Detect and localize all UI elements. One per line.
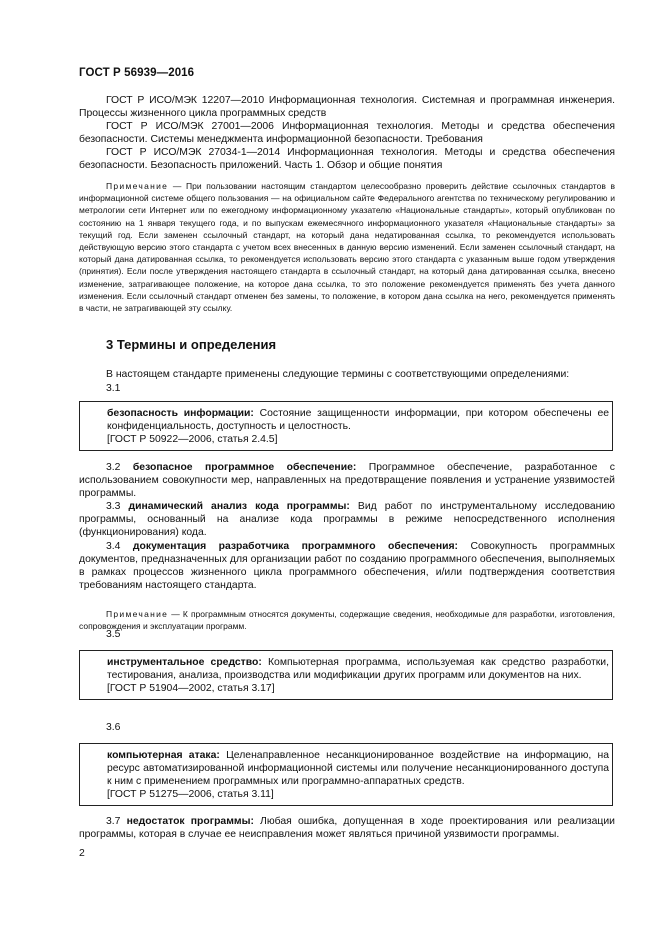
term-box-3-1 — [79, 401, 613, 451]
note-text: — К программным относятся документы, содержащие сведения, необходимые для разработки, изготовления, сопровождения и эксплуатации программ. — [79, 609, 615, 632]
term-source: [ГОСТ Р 51275—2006, статья 3.11] — [107, 789, 274, 801]
term-number: 3.5 — [106, 629, 121, 640]
term-definition: Программное обеспечение, разработанное с использованием совокупности мер, направленных на предотвращение появления и устранение уязвимостей программы. — [79, 462, 615, 500]
term-name: безопасное программное обеспечение: — [132, 462, 357, 473]
term-source: [ГОСТ Р 51904—2002, статья 3.17] — [107, 683, 275, 695]
term-number: 3.7 — [106, 816, 121, 827]
term-definition: Любая ошибка, допущенная в ходе проектирования или реализации программы, которая в случае ее неисправления может являться причиной уязвимости программы. — [79, 816, 615, 841]
reference-item: ГОСТ Р ИСО/МЭК 27034-1—2014 Информационная технология. Методы и средства обеспечения безопасности. Безопасность приложений. Часть 1. Обзор и общие понятия — [79, 147, 615, 172]
term-name: документация разработчика программного обеспечения: — [132, 541, 459, 552]
term-number: 3.6 — [106, 722, 121, 733]
term-name: динамический анализ кода программы: — [128, 501, 350, 512]
term-definition: Состояние защищенности информации, при котором обеспечены ее конфиденциальность, доступность и целостность. — [107, 408, 609, 433]
term-box-3-6 — [79, 743, 613, 806]
section-intro — [79, 368, 615, 381]
programs-note — [79, 608, 615, 632]
term-number: 3.3 — [106, 501, 121, 512]
intro-text: В настоящем стандарте применены следующие термины с соответствующими определениями: — [106, 369, 570, 380]
term-definition: Вид работ по инструментальному исследованию программы, основанный на анализе кода программы в режиме непосредственного исполнения (функционирования) кода. — [79, 501, 616, 539]
term-number: 3.1 — [106, 383, 121, 394]
term-definition: Компьютерная программа, используемая как средство разработки, тестирования, анализа, производства или модификации других программ или документов на них. — [107, 657, 609, 682]
reference-note — [79, 180, 615, 314]
term-number: 3.2 — [106, 462, 121, 473]
term-3-3 — [79, 500, 615, 539]
note-label: Примечание — [106, 181, 169, 191]
section-title: 3 Термины и определения — [106, 337, 277, 352]
term-definition: Целенаправленное несанкционированное воздействие на информацию, на ресурс автоматизированной информационной системы или получение несанкционированного доступа к ним с применением программных или программно-аппаратных средств. — [107, 750, 609, 788]
page-number: 2 — [79, 848, 85, 859]
normative-references — [79, 94, 615, 173]
term-3-4 — [79, 540, 615, 592]
reference-item: ГОСТ Р ИСО/МЭК 27001—2006 Информационная технология. Методы и средства обеспечения безопасности. Системы менеджмента информационной безопасности. Требования — [79, 121, 615, 146]
term-number: 3.4 — [106, 541, 121, 552]
reference-item: ГОСТ Р ИСО/МЭК 12207—2010 Информационная технология. Системная и программная инженерия. Процессы жизненного цикла программных средств — [79, 95, 615, 120]
term-name: безопасность информации: — [107, 408, 254, 419]
term-3-7 — [79, 815, 615, 841]
term-3-2 — [79, 461, 615, 500]
term-name: недостаток программы: — [126, 816, 254, 827]
term-source: [ГОСТ Р 50922—2006, статья 2.4.5] — [107, 434, 278, 446]
term-box-3-5 — [79, 650, 613, 700]
term-name: компьютерная атака: — [107, 750, 220, 761]
note-text: — При пользовании настоящим стандартом целесообразно проверить действие ссылочных стандартов в информационной системе общего пользования — на официальном сайте Федерального агентства по техническому регулированию и метрологии сети Интернет или по ежегодному информационному указателю «Национальные стандарты», который опубликован по состоянию на 1 января текущего года, и по выпускам ежемесячного информационного указателя «Национальные стандарты» за текущий год. Если заменен ссылочный стандарт, на который дана недатированная ссылка, то рекомендуется использовать действующую версию этого стандарта с учетом всех внесенных в данную версию изменений. Если заменен ссылочный стандарт, на который дана датированная ссылка, то рекомендуется использовать версию этого стандарта с указанным выше годом утверждения (принятия). Если после утверждения настоящего стандарта в ссылочный стандарт, на который дана датированная ссылка, внесено изменение, затрагивающее положение, на которое дана ссылка, то это положение рекомендуется применять без учета данного изменения. Если ссылочный стандарт отменен без замены, то положение, в котором дана ссылка на него, рекомендуется применять в части, не затрагивающей эту ссылку. — [79, 181, 615, 314]
term-name: инструментальное средство: — [107, 657, 262, 668]
note-label: Примечание — [106, 609, 169, 619]
term-definition: Совокупность программных документов, предназначенных для организации работ по созданию программного обеспечения, выполняемых в рамках процессов жизненного цикла программного обеспечения, и/или подтверждения соответствия требованиям настоящего стандарта. — [79, 541, 615, 592]
document-header: ГОСТ Р 56939—2016 — [79, 67, 195, 79]
